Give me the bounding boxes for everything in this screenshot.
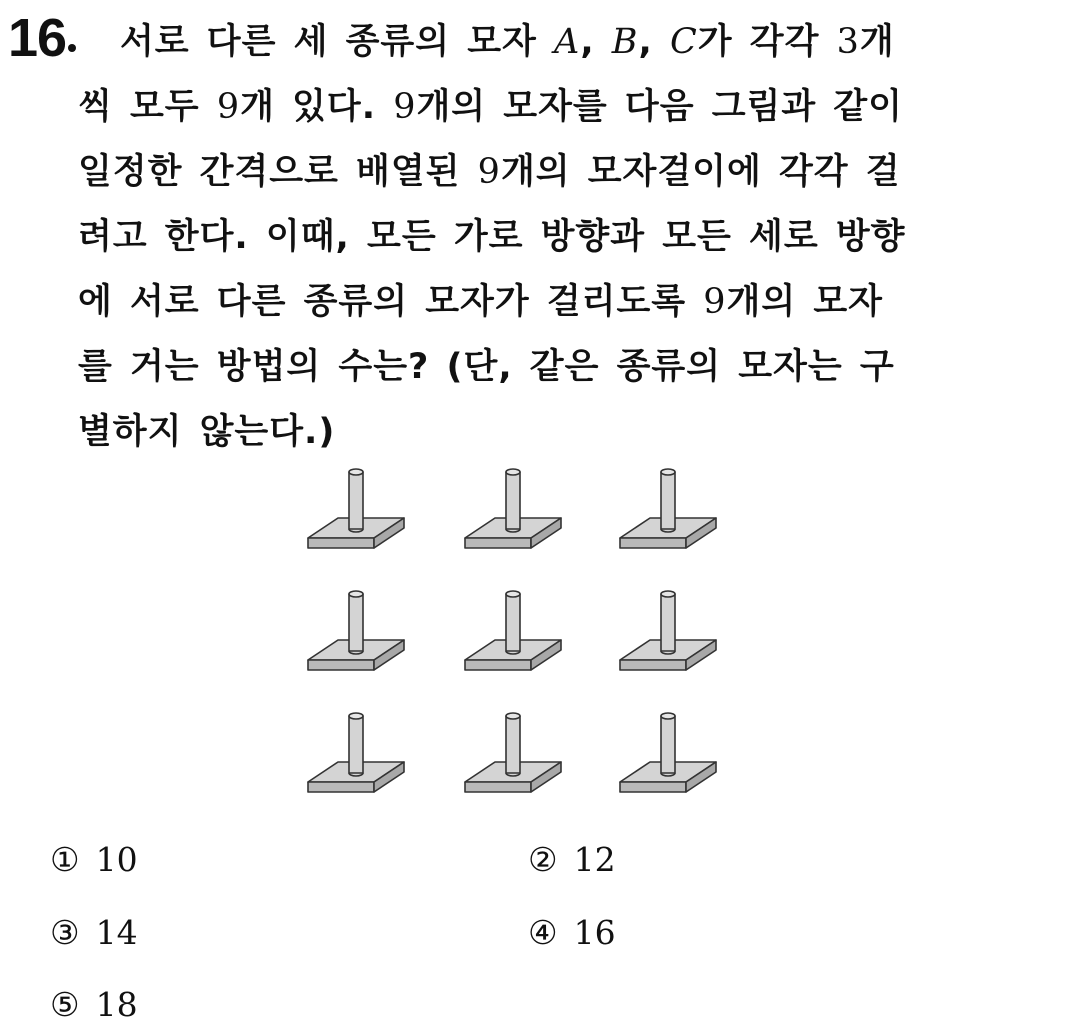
choice-3: ③ 14 [50,913,138,952]
hat-hook [308,469,404,548]
question-line-7: 별하지 않는다.) [78,412,336,452]
hat-hook [620,469,716,548]
choice-5: ⑤ 18 [50,985,138,1024]
hat-hook [465,713,561,792]
question-line-5: 에 서로 다른 종류의 모자가 걸리도록 9개의 모자 [78,282,883,322]
question-line-4: 려고 한다. 이때, 모든 가로 방향과 모든 세로 방향 [78,217,906,257]
question-number: 16 [8,6,76,70]
question-line-6: 를 거는 방법의 수는? (단, 같은 종류의 모자는 구 [78,347,895,387]
choice-1: ① 10 [50,840,138,879]
hat-hook [308,591,404,670]
question-line-1: 서로 다른 세 종류의 모자 A, B, C가 각각 3개 [120,22,895,62]
hat-hook [620,591,716,670]
choice-4: ④ 16 [528,913,616,952]
question-line-2: 씩 모두 9개 있다. 9개의 모자를 다음 그림과 같이 [78,87,903,127]
hat-hook [465,591,561,670]
hat-hook [308,713,404,792]
choice-2: ② 12 [528,840,616,879]
question-line-3: 일정한 간격으로 배열된 9개의 모자걸이에 각각 걸 [78,152,901,192]
hat-hook [620,713,716,792]
hat-rack-figure [300,460,730,805]
hat-hook [465,469,561,548]
